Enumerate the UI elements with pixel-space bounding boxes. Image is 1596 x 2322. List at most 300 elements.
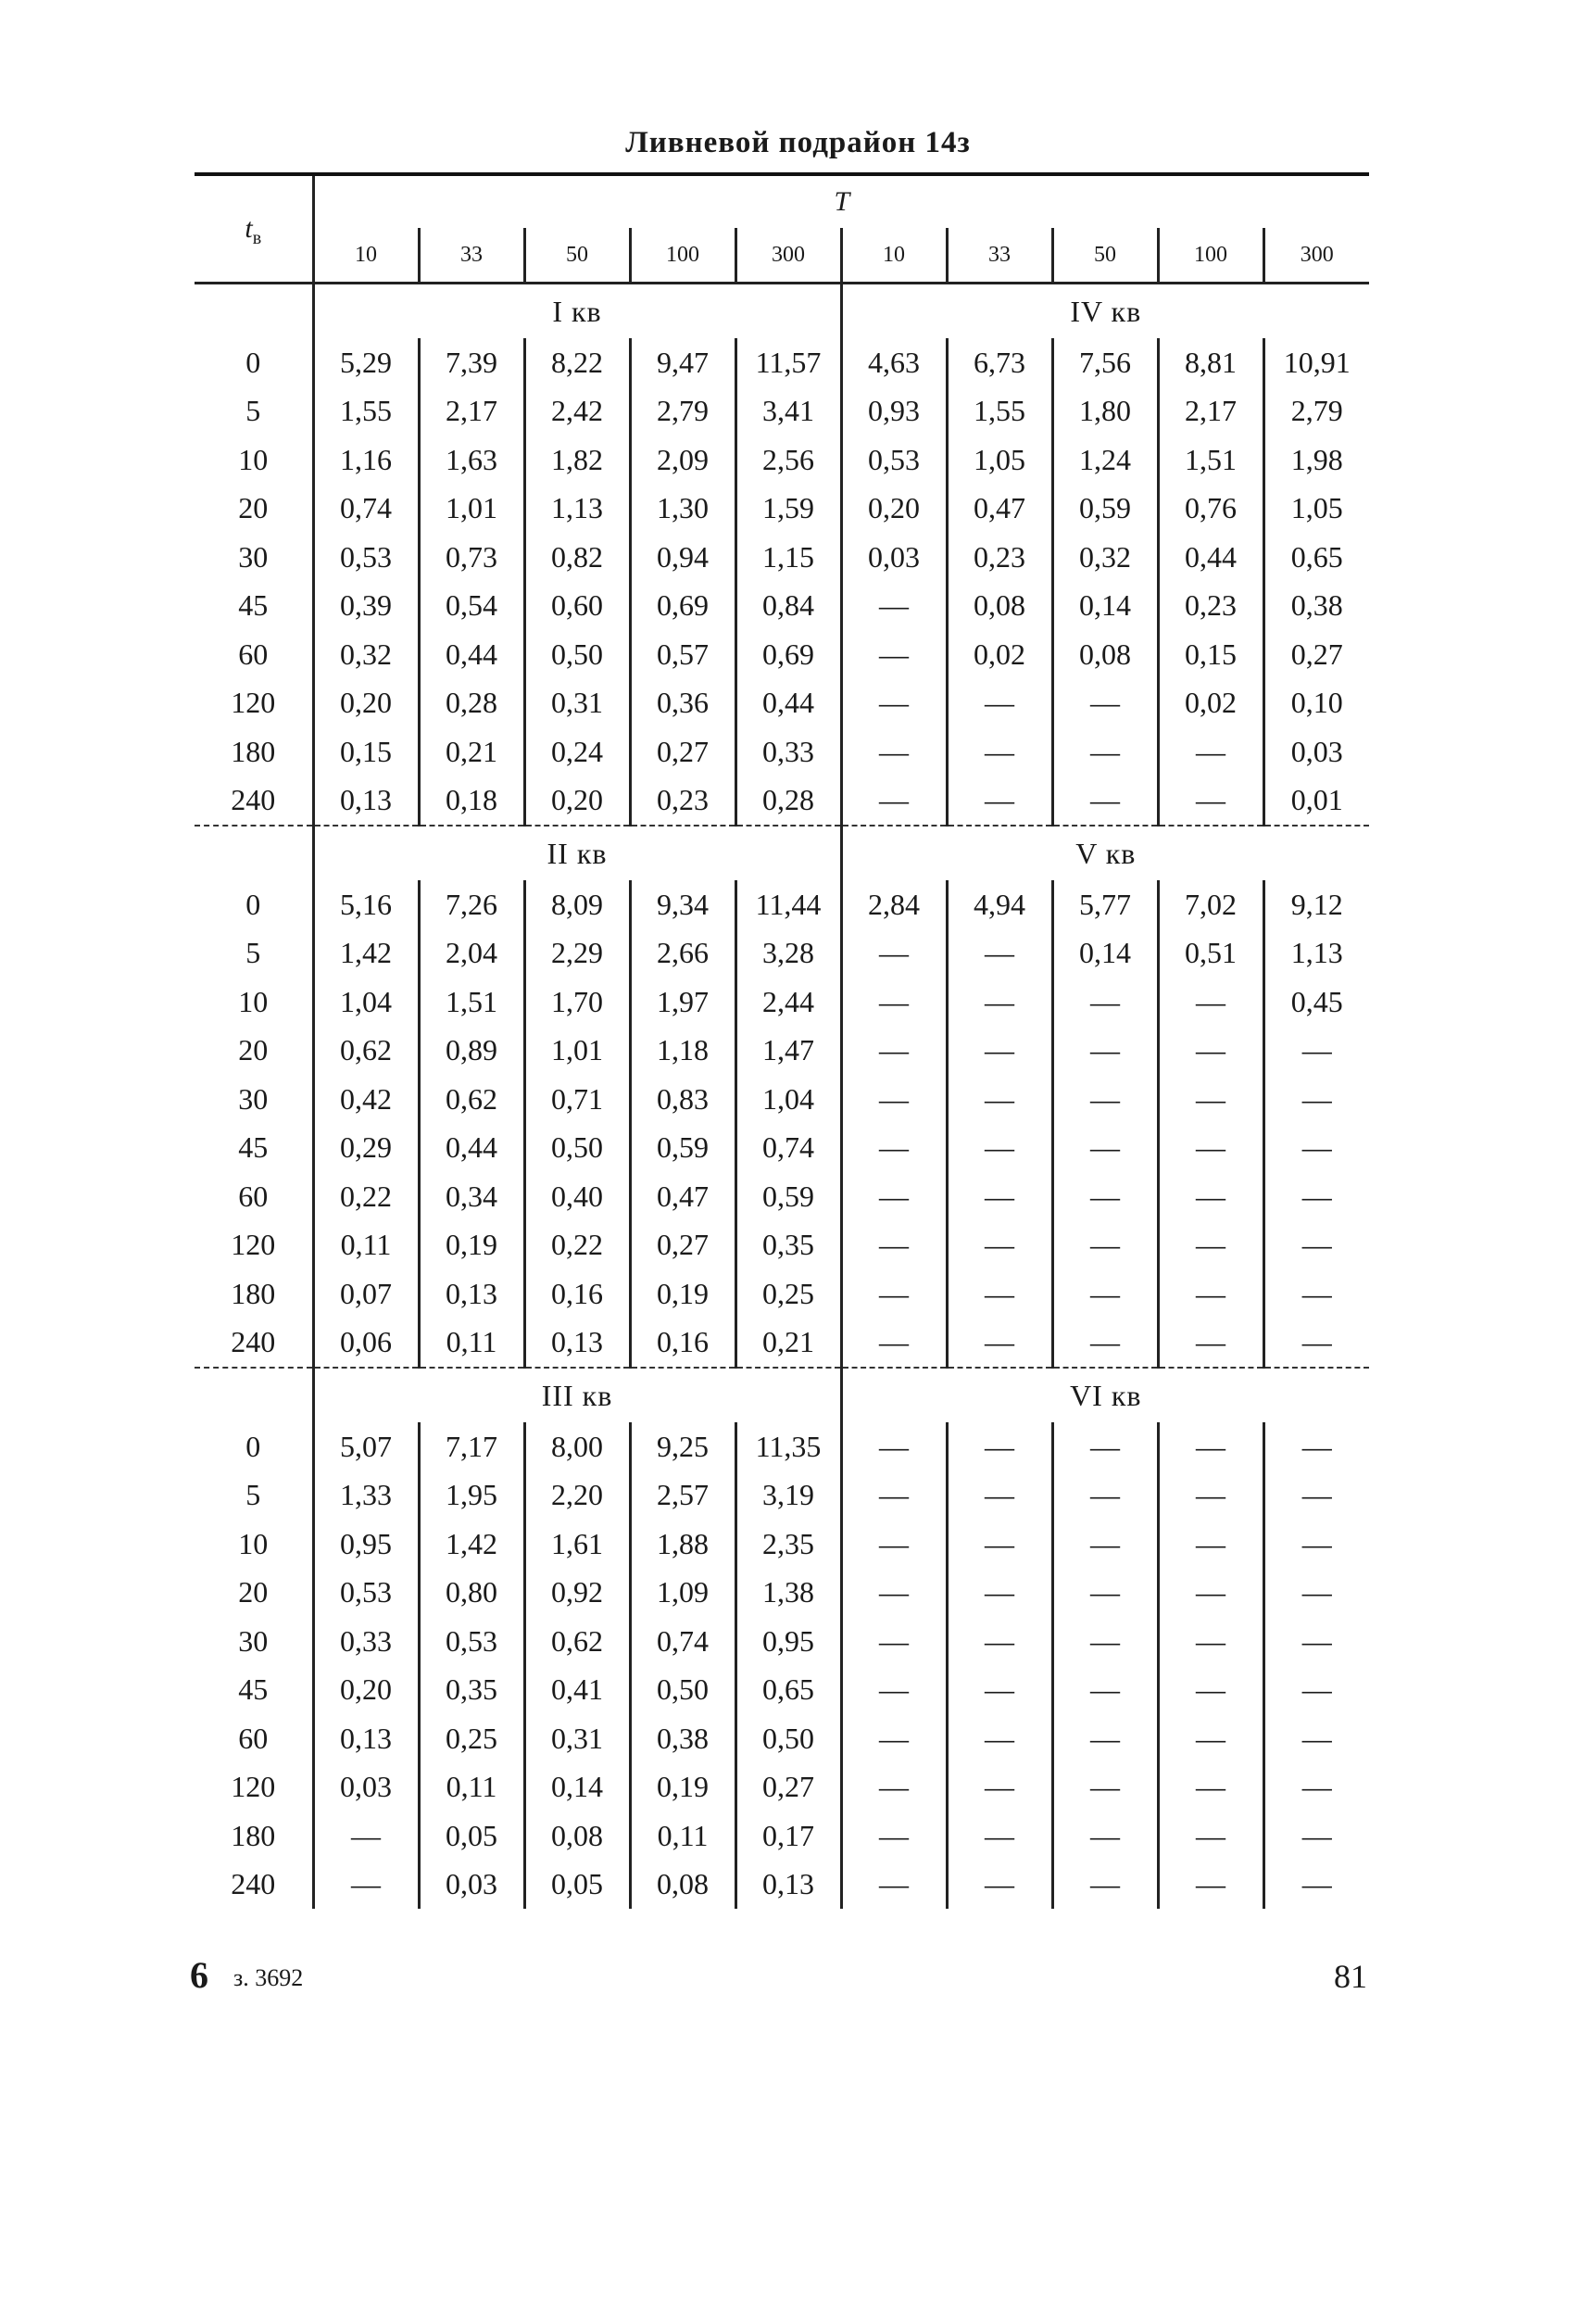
value-cell: — <box>1158 1666 1263 1715</box>
value-cell: — <box>1052 776 1158 827</box>
value-cell: 0,51 <box>1158 929 1263 978</box>
quarter-label-row <box>195 284 1369 339</box>
table-row <box>195 776 1369 827</box>
value-cell: 8,22 <box>524 338 630 387</box>
value-cell: 1,42 <box>419 1520 524 1569</box>
value-cell: 0,53 <box>313 533 419 582</box>
value-cell: 7,17 <box>419 1422 524 1471</box>
value-cell: — <box>841 1617 947 1666</box>
value-cell: 0,23 <box>1158 582 1263 631</box>
duration-label: 180 <box>231 1818 276 1852</box>
value-cell: — <box>1052 1124 1158 1173</box>
value-cell: 0,35 <box>419 1666 524 1715</box>
value-cell: 0,44 <box>419 1124 524 1173</box>
value-cell: 3,19 <box>735 1471 841 1521</box>
value-cell: 0,14 <box>1052 929 1158 978</box>
value-cell: — <box>947 1221 1052 1270</box>
value-cell: — <box>841 978 947 1027</box>
value-cell: 7,56 <box>1052 338 1158 387</box>
value-cell: 0,62 <box>419 1075 524 1124</box>
value-cell: — <box>841 1124 947 1173</box>
duration-label: 45 <box>238 1130 269 1165</box>
value-cell: 2,17 <box>419 387 524 436</box>
value-cell: 0,76 <box>1158 485 1263 534</box>
value-cell: 2,84 <box>841 880 947 929</box>
value-cell: 0,06 <box>313 1319 419 1369</box>
value-cell: 0,22 <box>313 1172 419 1221</box>
value-cell: 5,07 <box>313 1422 419 1471</box>
value-cell: — <box>947 679 1052 728</box>
header-row-period <box>195 174 1369 228</box>
value-cell: 1,04 <box>313 978 419 1027</box>
value-cell: 0,08 <box>524 1811 630 1861</box>
value-cell: — <box>1052 1617 1158 1666</box>
value-cell: 0,19 <box>630 1763 735 1812</box>
value-cell: 2,04 <box>419 929 524 978</box>
value-cell: — <box>313 1861 419 1910</box>
value-cell: 0,27 <box>630 727 735 776</box>
value-cell: 0,38 <box>630 1714 735 1763</box>
value-cell: 0,28 <box>735 776 841 827</box>
value-cell: 0,13 <box>735 1861 841 1910</box>
value-cell: — <box>841 1269 947 1319</box>
table-row <box>195 1075 1369 1124</box>
value-cell: 0,08 <box>630 1861 735 1910</box>
value-cell: 0,50 <box>524 1124 630 1173</box>
period-header: 10 <box>841 228 947 284</box>
duration-label: 20 <box>238 1033 269 1067</box>
value-cell: 1,55 <box>313 387 419 436</box>
table-row <box>195 1221 1369 1270</box>
value-cell: 0,20 <box>313 1666 419 1715</box>
value-cell: 0,27 <box>1263 630 1369 679</box>
value-cell: 0,47 <box>630 1172 735 1221</box>
duration-label: 0 <box>245 1429 261 1463</box>
value-cell: 0,36 <box>630 679 735 728</box>
table-row <box>195 533 1369 582</box>
value-cell: 0,08 <box>1052 630 1158 679</box>
period-header: 100 <box>1158 228 1263 284</box>
value-cell: 1,13 <box>524 485 630 534</box>
value-cell: — <box>841 630 947 679</box>
duration-label: 5 <box>245 394 261 428</box>
value-cell: 0,32 <box>313 630 419 679</box>
value-cell: — <box>947 1422 1052 1471</box>
value-cell: — <box>1263 1520 1369 1569</box>
value-cell: 0,39 <box>313 582 419 631</box>
tb-symbol: t <box>245 213 253 244</box>
table-row <box>195 582 1369 631</box>
table-row <box>195 485 1369 534</box>
period-header: 33 <box>947 228 1052 284</box>
value-cell: 8,81 <box>1158 338 1263 387</box>
value-cell: — <box>1052 1569 1158 1618</box>
value-cell: 3,41 <box>735 387 841 436</box>
value-cell: — <box>1263 1075 1369 1124</box>
table-row <box>195 338 1369 387</box>
period-header: 10 <box>313 228 419 284</box>
value-cell: — <box>841 1027 947 1076</box>
table-row <box>195 679 1369 728</box>
empty-cell <box>195 284 313 339</box>
value-cell: — <box>841 1422 947 1471</box>
value-cell: 0,59 <box>630 1124 735 1173</box>
value-cell: 7,26 <box>419 880 524 929</box>
value-cell: 8,00 <box>524 1422 630 1471</box>
value-cell: 2,09 <box>630 435 735 485</box>
table-row <box>195 1269 1369 1319</box>
value-cell: 0,19 <box>630 1269 735 1319</box>
value-cell: 0,44 <box>1158 533 1263 582</box>
value-cell: — <box>1263 1027 1369 1076</box>
value-cell: 1,70 <box>524 978 630 1027</box>
value-cell: 0,15 <box>313 727 419 776</box>
value-cell: 1,47 <box>735 1027 841 1076</box>
value-cell: 1,63 <box>419 435 524 485</box>
value-cell: — <box>1158 1319 1263 1369</box>
value-cell: 1,42 <box>313 929 419 978</box>
value-cell: 1,13 <box>1263 929 1369 978</box>
value-cell: 0,13 <box>313 1714 419 1763</box>
value-cell: 0,20 <box>313 679 419 728</box>
duration-label: 30 <box>238 1623 269 1658</box>
table-row <box>195 435 1369 485</box>
value-cell: — <box>841 1714 947 1763</box>
value-cell: 0,74 <box>630 1617 735 1666</box>
value-cell: 0,84 <box>735 582 841 631</box>
value-cell: 0,33 <box>313 1617 419 1666</box>
value-cell: 1,05 <box>947 435 1052 485</box>
value-cell: — <box>947 1520 1052 1569</box>
value-cell: 0,45 <box>1263 978 1369 1027</box>
duration-label: 5 <box>245 1478 261 1512</box>
value-cell: — <box>1052 1027 1158 1076</box>
value-cell: — <box>947 1319 1052 1369</box>
value-cell: — <box>947 1471 1052 1521</box>
value-cell: 0,11 <box>419 1763 524 1812</box>
empty-cell <box>195 826 313 880</box>
value-cell: 2,44 <box>735 978 841 1027</box>
value-cell: 0,27 <box>735 1763 841 1812</box>
value-cell: 0,50 <box>630 1666 735 1715</box>
value-cell: 0,83 <box>630 1075 735 1124</box>
value-cell: 1,61 <box>524 1520 630 1569</box>
value-cell: 5,77 <box>1052 880 1158 929</box>
value-cell: — <box>1052 978 1158 1027</box>
duration-label: 240 <box>231 1867 276 1901</box>
value-cell: — <box>947 1811 1052 1861</box>
value-cell: 0,60 <box>524 582 630 631</box>
table-row <box>195 1714 1369 1763</box>
table-row <box>195 1319 1369 1369</box>
duration-label: 60 <box>238 1721 269 1755</box>
period-header: 300 <box>1263 228 1369 284</box>
value-cell: 0,57 <box>630 630 735 679</box>
value-cell: — <box>841 679 947 728</box>
value-cell: 1,98 <box>1263 435 1369 485</box>
data-table <box>195 172 1369 1909</box>
table-row <box>195 1666 1369 1715</box>
value-cell: 0,34 <box>419 1172 524 1221</box>
value-cell: — <box>947 929 1052 978</box>
value-cell: 2,42 <box>524 387 630 436</box>
value-cell: — <box>1052 1221 1158 1270</box>
empty-cell <box>195 1368 313 1422</box>
value-cell: — <box>1052 1861 1158 1910</box>
value-cell: 2,57 <box>630 1471 735 1521</box>
duration-label: 10 <box>238 984 269 1018</box>
value-cell: — <box>947 1269 1052 1319</box>
table-row <box>195 1763 1369 1812</box>
value-cell: — <box>947 1172 1052 1221</box>
value-cell: 0,92 <box>524 1569 630 1618</box>
value-cell: 0,29 <box>313 1124 419 1173</box>
quarter-label: VI кв <box>841 1368 1369 1422</box>
value-cell: — <box>1263 1221 1369 1270</box>
value-cell: — <box>841 1861 947 1910</box>
value-cell: 0,31 <box>524 679 630 728</box>
value-cell: 2,79 <box>630 387 735 436</box>
value-cell: 0,59 <box>1052 485 1158 534</box>
value-cell: 7,02 <box>1158 880 1263 929</box>
value-cell: 3,28 <box>735 929 841 978</box>
duration-label: 45 <box>238 1672 269 1707</box>
quarter-label: I кв <box>313 284 841 339</box>
value-cell: 6,73 <box>947 338 1052 387</box>
tb-column-header <box>195 174 313 284</box>
value-cell: 0,11 <box>419 1319 524 1369</box>
value-cell: 0,53 <box>419 1617 524 1666</box>
value-cell: 0,28 <box>419 679 524 728</box>
period-header: 300 <box>735 228 841 284</box>
value-cell: 0,02 <box>1158 679 1263 728</box>
page-title: Ливневой подрайон 14з <box>625 126 971 159</box>
value-cell: — <box>1263 1422 1369 1471</box>
value-cell: 1,30 <box>630 485 735 534</box>
value-cell: 9,12 <box>1263 880 1369 929</box>
value-cell: 0,41 <box>524 1666 630 1715</box>
value-cell: 0,15 <box>1158 630 1263 679</box>
value-cell: 1,51 <box>1158 435 1263 485</box>
quarter-label: IV кв <box>841 284 1369 339</box>
value-cell: 0,20 <box>841 485 947 534</box>
value-cell: 0,13 <box>524 1319 630 1369</box>
value-cell: 2,66 <box>630 929 735 978</box>
value-cell: — <box>947 1666 1052 1715</box>
value-cell: — <box>947 727 1052 776</box>
value-cell: — <box>841 929 947 978</box>
value-cell: 0,22 <box>524 1221 630 1270</box>
value-cell: 0,11 <box>630 1811 735 1861</box>
value-cell: 2,17 <box>1158 387 1263 436</box>
value-cell: 0,65 <box>1263 533 1369 582</box>
value-cell: 2,56 <box>735 435 841 485</box>
value-cell: 0,44 <box>735 679 841 728</box>
table-row <box>195 387 1369 436</box>
value-cell: 0,74 <box>313 485 419 534</box>
quarter-label: III кв <box>313 1368 841 1422</box>
value-cell: 0,05 <box>524 1861 630 1910</box>
value-cell: — <box>841 1172 947 1221</box>
value-cell: 11,35 <box>735 1422 841 1471</box>
value-cell: — <box>1158 1221 1263 1270</box>
value-cell: 0,33 <box>735 727 841 776</box>
value-cell: 0,69 <box>735 630 841 679</box>
value-cell: 0,31 <box>524 1714 630 1763</box>
duration-label: 20 <box>238 491 269 525</box>
table-row <box>195 1811 1369 1861</box>
value-cell: — <box>1052 1666 1158 1715</box>
value-cell: 0,02 <box>947 630 1052 679</box>
value-cell: — <box>1158 776 1263 827</box>
signature-mark: 6 <box>190 1954 208 1996</box>
duration-label: 30 <box>238 539 269 574</box>
period-header: 50 <box>524 228 630 284</box>
value-cell: — <box>1263 1569 1369 1618</box>
order-number: з. 3692 <box>233 1964 304 1991</box>
value-cell: — <box>1158 1422 1263 1471</box>
value-cell: 0,32 <box>1052 533 1158 582</box>
value-cell: 1,18 <box>630 1027 735 1076</box>
value-cell: — <box>1158 1811 1263 1861</box>
value-cell: 0,50 <box>735 1714 841 1763</box>
value-cell: 0,03 <box>841 533 947 582</box>
value-cell: — <box>947 1569 1052 1618</box>
value-cell: 7,39 <box>419 338 524 387</box>
value-cell: 0,19 <box>419 1221 524 1270</box>
value-cell: — <box>1052 1714 1158 1763</box>
value-cell: — <box>841 1221 947 1270</box>
value-cell: 0,89 <box>419 1027 524 1076</box>
value-cell: — <box>1263 1714 1369 1763</box>
table-row <box>195 1471 1369 1521</box>
value-cell: — <box>313 1811 419 1861</box>
value-cell: 1,82 <box>524 435 630 485</box>
value-cell: — <box>947 1617 1052 1666</box>
value-cell: 0,03 <box>1263 727 1369 776</box>
value-cell: 1,33 <box>313 1471 419 1521</box>
table-row <box>195 1027 1369 1076</box>
value-cell: — <box>1052 1520 1158 1569</box>
value-cell: 0,42 <box>313 1075 419 1124</box>
value-cell: — <box>1263 1763 1369 1812</box>
value-cell: — <box>1263 1617 1369 1666</box>
value-cell: — <box>1263 1269 1369 1319</box>
table-row <box>195 630 1369 679</box>
value-cell: — <box>841 1763 947 1812</box>
value-cell: 1,51 <box>419 978 524 1027</box>
duration-label: 60 <box>238 1179 269 1213</box>
value-cell: 0,35 <box>735 1221 841 1270</box>
value-cell: — <box>1263 1666 1369 1715</box>
duration-label: 0 <box>245 887 261 921</box>
value-cell: — <box>947 1714 1052 1763</box>
value-cell: — <box>947 978 1052 1027</box>
value-cell: — <box>947 1124 1052 1173</box>
value-cell: — <box>1158 1569 1263 1618</box>
duration-label: 30 <box>238 1081 269 1116</box>
value-cell: — <box>1158 1027 1263 1076</box>
value-cell: — <box>1052 1075 1158 1124</box>
value-cell: 0,74 <box>735 1124 841 1173</box>
value-cell: — <box>1158 1075 1263 1124</box>
value-cell: — <box>841 1471 947 1521</box>
value-cell: 11,57 <box>735 338 841 387</box>
value-cell: 0,14 <box>1052 582 1158 631</box>
value-cell: 0,18 <box>419 776 524 827</box>
duration-label: 10 <box>238 1526 269 1560</box>
value-cell: — <box>1158 1269 1263 1319</box>
table-row <box>195 727 1369 776</box>
period-header: 50 <box>1052 228 1158 284</box>
value-cell: 0,73 <box>419 533 524 582</box>
value-cell: 1,59 <box>735 485 841 534</box>
duration-label: 240 <box>195 1319 313 1369</box>
value-cell: — <box>1263 1319 1369 1369</box>
value-cell: — <box>841 727 947 776</box>
value-cell: — <box>841 1666 947 1715</box>
value-cell: 1,24 <box>1052 435 1158 485</box>
table-row <box>195 880 1369 929</box>
value-cell: 9,47 <box>630 338 735 387</box>
value-cell: — <box>1158 1714 1263 1763</box>
value-cell: 0,50 <box>524 630 630 679</box>
header-row-periods <box>195 228 1369 284</box>
value-cell: — <box>1158 978 1263 1027</box>
duration-label: 120 <box>231 686 276 720</box>
table-row <box>195 1172 1369 1221</box>
value-cell: — <box>947 776 1052 827</box>
value-cell: 2,20 <box>524 1471 630 1521</box>
value-cell: — <box>841 776 947 827</box>
value-cell: 0,21 <box>735 1319 841 1369</box>
value-cell: 1,88 <box>630 1520 735 1569</box>
value-cell: 0,25 <box>735 1269 841 1319</box>
value-cell: 0,53 <box>841 435 947 485</box>
value-cell: — <box>1052 1422 1158 1471</box>
value-cell: 1,16 <box>313 435 419 485</box>
duration-label: 20 <box>238 1575 269 1609</box>
value-cell: — <box>1158 727 1263 776</box>
value-cell: 4,94 <box>947 880 1052 929</box>
value-cell: — <box>1158 1861 1263 1910</box>
value-cell: — <box>1263 1471 1369 1521</box>
value-cell: 0,03 <box>419 1861 524 1910</box>
value-cell: — <box>1052 727 1158 776</box>
value-cell: — <box>1052 679 1158 728</box>
value-cell: 0,53 <box>313 1569 419 1618</box>
quarter-label-row <box>195 826 1369 880</box>
value-cell: 5,16 <box>313 880 419 929</box>
value-cell: 0,65 <box>735 1666 841 1715</box>
table-row <box>195 1617 1369 1666</box>
value-cell: 0,62 <box>524 1617 630 1666</box>
table-row <box>195 1422 1369 1471</box>
period-header: 100 <box>630 228 735 284</box>
value-cell: 11,44 <box>735 880 841 929</box>
duration-label: 0 <box>245 345 261 379</box>
value-cell: 0,44 <box>419 630 524 679</box>
value-cell: 0,23 <box>947 533 1052 582</box>
value-cell: 0,13 <box>313 776 419 827</box>
value-cell: — <box>947 1763 1052 1812</box>
quarter-label: II кв <box>313 826 841 880</box>
value-cell: 0,16 <box>524 1269 630 1319</box>
value-cell: 0,10 <box>1263 679 1369 728</box>
value-cell: 9,25 <box>630 1422 735 1471</box>
duration-label: 120 <box>231 1770 276 1804</box>
value-cell: 0,11 <box>313 1221 419 1270</box>
